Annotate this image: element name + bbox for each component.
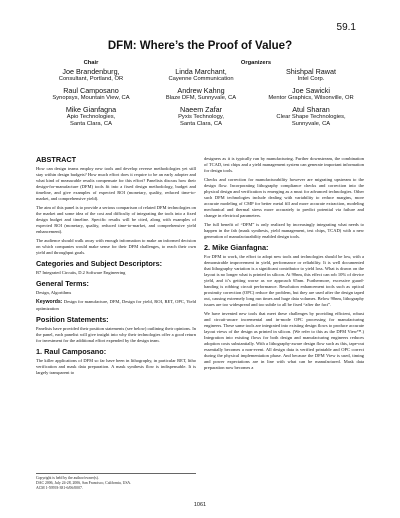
keywords-text: Design for manufacture, DFM, Design for yield, ROI, RET, OPC, Yield optimization xyxy=(36,298,197,311)
person-row xyxy=(36,68,366,83)
copyright-line: Copyright is held by the author/owner(s). xyxy=(36,476,99,480)
left-column xyxy=(36,156,196,379)
person-name: Joe Brandenburg, xyxy=(62,67,120,76)
person-name: Mike Gianfagna xyxy=(65,104,117,114)
person-andrew-kahng xyxy=(146,87,256,102)
body-paragraph: designers as it is typically run by manufacturing. Further downstream, the combination of TCAD, test chips and a yield management system can generate important information for design tools. xyxy=(204,156,364,173)
person-name: Joe Sawicki xyxy=(292,85,330,95)
general-terms-heading: General Terms: xyxy=(36,278,89,288)
person-name: Atul Sharan xyxy=(292,104,330,114)
person-linda-marchant xyxy=(146,68,256,83)
person-joe-sawicki xyxy=(256,87,366,102)
section-gianfagna-heading: 2. Mike Gianfagna: xyxy=(204,242,269,252)
person-joe-brandenburg xyxy=(36,68,146,83)
person-row xyxy=(36,87,366,102)
body-paragraph: We have invented new tools that meet these challenges by providing efficient, robust and circuit-aware incremental and in-mode OPC processing for manufacturing engineers. These same tools are integrated into existing design flows to produce accurate layout views of the design as printed in silicon. (We refer to this as the DFM View™.) Integration into existing flows for both design and manufacturing engineers reduces adoption costs substantially. With a lithography-aware design flow such as this, tape-out essentially becomes a non-event. All design data is verified printable and OPC correct during the physical implementation phase. And because the DFM View is used, timing and power expectations are in line with what can be manufactured. Mask data preparation now becomes a xyxy=(204,310,364,370)
person-affiliation: Cayenne Communication xyxy=(168,76,234,83)
copyright-notice xyxy=(36,473,196,491)
position-text: Panelists have provided their position statements (see below) outlining their opinions. In the panel, each panelist will give insight into why their technologies offer a good return for investment for the additional effort expended by the design team. xyxy=(36,325,196,343)
abstract-paragraph: The audience should walk away with enough information to make an informed decision on which companies would make sense for their DFM challenges, to reach their own yield and throughput goals. xyxy=(36,237,196,255)
person-naeem-zafar xyxy=(146,106,256,128)
person-location: Sunnyvale, CA xyxy=(291,120,331,127)
person-raul-camposano xyxy=(36,87,146,102)
position-heading: Position Statements: xyxy=(36,314,109,324)
page-number: 59.1 xyxy=(336,22,356,33)
right-column xyxy=(204,156,364,374)
person-atul-sharan xyxy=(256,106,366,128)
abstract-heading: ABSTRACT xyxy=(36,155,77,164)
body-paragraph: For DFM to work, the effort to adopt new tools and technologies should be low, with a demonstrable improvement in yield, performance or reliability. It is well documented that lithography variation is a significant contributor to yield loss. What is drawn on the layout is no longer what is printed in silicon. At 90nm, this effect can rob 10% of device yield, and it’s getting worse as we approach 65nm. Furthermore, excessive guard-banding is robbing circuit performance. Resolution enhancement tools such as optical proximity correction (OPC) reduce the problem, but they are used after the design taped out, causing extremely long run times and huge data volumes. Below 90nm, lithography issues are too widespread and too subtle to all be fixed “after the fact”. xyxy=(204,253,364,307)
keywords-label: Keywords: xyxy=(36,298,63,305)
categories-heading: Categories and Subject Descriptors: xyxy=(36,258,163,268)
person-name: Shishpal Rawat xyxy=(286,67,336,76)
paper-title: DFM: Where’s the Proof of Value? xyxy=(107,40,293,52)
person-row xyxy=(36,106,366,128)
person-name: Andrew Kahng xyxy=(177,85,225,95)
person-affiliation: Intel Corp. xyxy=(297,76,325,83)
person-affiliation: Pyxis Technology, xyxy=(178,114,224,121)
person-shishpal-rawat xyxy=(256,68,366,83)
footer-page-number: 1061 xyxy=(193,502,207,508)
person-affiliation: Apio Technologies, xyxy=(66,114,116,121)
person-location: Santa Clara, CA xyxy=(70,120,112,127)
body-paragraph: The full benefit of “DFM” is only realized by increasingly integrating what needs to happen in the fab (mask synthesis, yield management, test chips, TCAD) with a new generation of manufacturability enabled design tools. xyxy=(204,221,364,239)
general-terms-text: Design, Algorithms xyxy=(36,289,72,295)
body-paragraph: Checks and correction for manufacturability however are migrating upstream to the design flow. Incorporating lithography compliance checks and correction into the physical design and verification is emerging as a must for advanced technologies. Other such DFM technologies include dealing with variability to reduce margins, more accurate modeling of CMP for better metal fill and more accurate extraction, modeling mechanical and thermal stress more accurately to predict potential via failure and change in electrical parameters. xyxy=(204,176,364,218)
keywords-paragraph xyxy=(36,299,196,312)
copyright-line: ACM 1-59593-381-6/06/0007. xyxy=(36,485,83,490)
author-block xyxy=(36,60,366,131)
section-camposano-text: The killer applications of DFM so far have been in lithography, in particular RET, litho verification and mask data preparation. A mask synthesis flow is indispensable. It is largely transparent to xyxy=(36,357,196,375)
person-name: Linda Marchant, xyxy=(175,67,227,76)
person-affiliation: Synopsys, Mountain View, CA xyxy=(52,95,130,102)
person-affiliation: Mentor Graphics, Wilsonville, OR xyxy=(268,95,354,102)
copyright-line: DAC 2006, July 24-28, 2006, San Francisco, California, USA. xyxy=(36,480,132,485)
person-affiliation: Consultant, Portland, OR xyxy=(58,76,124,83)
abstract-paragraph: How can design teams employ new tools and develop reverse methodologies yet still stay within design budgets? How much effort does it require to be an early adopter and what kind of measurable results compensate for this effort? Panelists discuss how their design-for-manufacture (DFM) tools fit into a fixed design methodology, budget and timeline, and give examples of expected ROI (monetary, quality, reduced time-to-market, and comprehensive yield). xyxy=(36,166,196,201)
organizers-label: Organizers xyxy=(240,60,272,66)
person-affiliation: Clear Shape Technologies, xyxy=(276,114,346,121)
person-mike-gianfagna xyxy=(36,106,146,128)
section-camposano-heading: 1. Raul Camposano: xyxy=(36,346,107,356)
person-name: Raul Camposano xyxy=(63,85,119,95)
categories-text: B7 Integrated Circuits, D.2 Software Engineering xyxy=(36,269,126,275)
person-location: Santa Clara, CA xyxy=(180,120,222,127)
abstract-paragraph: The aim of this panel is to provide a serious comparison of related DFM technologies on the market and some idea of the cost and difficulty of integrating the tools into a fixed design budget and timeline. Specific results will be cited, along with examples of expected ROI (monetary, quality, reduced time-to-market, and comprehensive yield enhancement). xyxy=(36,204,196,234)
person-name: Naeem Zafar xyxy=(180,104,222,114)
person-affiliation: Blaze DFM, Sunnyvale, CA xyxy=(165,95,237,102)
chair-label: Chair xyxy=(83,60,99,66)
